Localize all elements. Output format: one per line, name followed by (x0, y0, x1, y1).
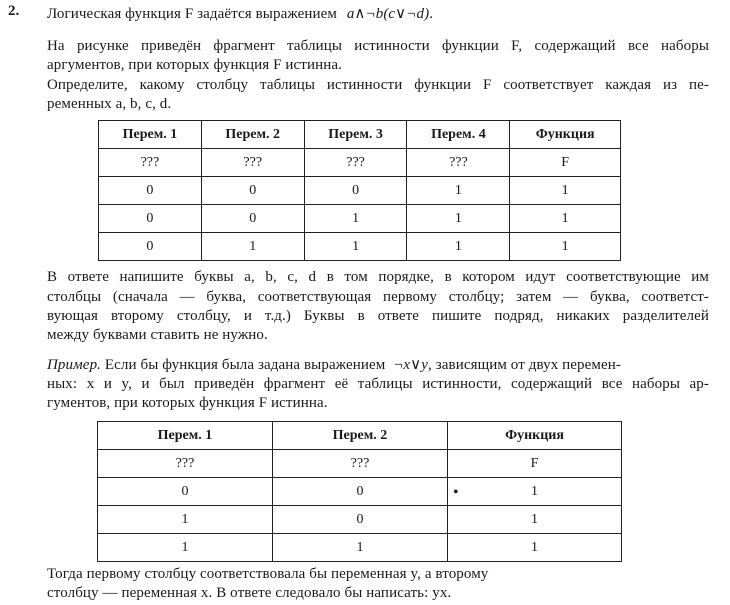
table-header-row (98, 422, 622, 450)
stray-dot-mark: • (453, 484, 459, 501)
task-expression-end: . (429, 6, 434, 22)
table-cell: 1 (98, 506, 273, 534)
task-expression: a∧¬b(c∨¬d) (346, 6, 430, 22)
table-cell: 0 (99, 233, 202, 261)
conclusion-line-2: столбцу — переменная x. В ответе следовало бы написать: yx. (47, 585, 452, 601)
example-text: Если бы функция была задана выражением (104, 357, 386, 373)
table-cell: 1 (304, 205, 407, 233)
table-header-cell: Перем. 3 (304, 121, 407, 149)
conclusion-line-1: Тогда первому столбцу соответствовала бы переменная y, а второму (47, 566, 489, 582)
table-cell: 1 (448, 506, 622, 534)
table-cell: ??? (99, 149, 202, 177)
table-cell: ??? (98, 450, 273, 478)
table-header-cell: Функция (510, 121, 621, 149)
task-paragraph-line-3: Определите, какому столбцу таблицы истинности функции F соответствует каждая из пе- (47, 77, 709, 93)
example-expression: ¬x∨y (393, 357, 429, 373)
task-paragraph-line-1: На рисунке приведён фрагмент таблицы истинности функции F, содержащий все наборы (47, 38, 709, 54)
table-cell: 0 (273, 478, 448, 506)
answer-rules-line-1: В ответе напишите буквы a, b, c, d в том порядке, в котором идут соответствующие им (47, 269, 709, 285)
task-paragraph-line-4: ременных a, b, c, d. (47, 96, 172, 112)
table-row (98, 450, 622, 478)
table-row (98, 506, 622, 534)
table-cell: ??? (273, 450, 448, 478)
table-cell: 0 (304, 177, 407, 205)
table-row (99, 233, 621, 261)
table-header-cell: Функция (448, 422, 622, 450)
answer-rules-line-2: столбцы (сначала — буква, соответствующая первому столбцу; затем — буква, соответст- (47, 289, 709, 305)
example-line-2: ных: x и y, и был приведён фрагмент её таблицы истинности, содержащий все наборы ар- (47, 376, 709, 392)
table-cell: 0 (99, 177, 202, 205)
example-label: Пример. (47, 357, 102, 373)
table-cell: 1 (448, 478, 622, 506)
truth-table-example (97, 421, 622, 562)
table-cell: 1 (510, 177, 621, 205)
table-cell: 0 (99, 205, 202, 233)
table-cell: 1 (98, 534, 273, 562)
answer-rules-line-3: вующая второму столбцу, и т.д.) Буквы в ответе пишите подряд, никаких разделителей (47, 308, 709, 324)
table-cell: 1 (273, 534, 448, 562)
table-cell: 1 (510, 205, 621, 233)
table-header-cell: Перем. 4 (407, 121, 510, 149)
task-intro (47, 4, 433, 23)
table-cell: 0 (98, 478, 273, 506)
example-line-3: гументов, при которых функция F истинна. (47, 395, 328, 411)
table-header-cell: Перем. 1 (99, 121, 202, 149)
table-header-row (99, 121, 621, 149)
table-cell: 0 (273, 506, 448, 534)
table-cell: 1 (407, 205, 510, 233)
example-line-1 (47, 355, 621, 374)
table-cell: 1 (448, 534, 622, 562)
answer-rules-line-4: между буквами ставить не нужно. (47, 327, 268, 343)
table-row (99, 177, 621, 205)
table-cell: F (448, 450, 622, 478)
task-number: 2. (8, 3, 20, 19)
truth-table-main (98, 120, 621, 261)
table-cell: 1 (407, 177, 510, 205)
table-cell: ??? (201, 149, 304, 177)
table-header-cell: Перем. 2 (201, 121, 304, 149)
table-cell: 0 (201, 205, 304, 233)
table-cell: 1 (201, 233, 304, 261)
table-row (99, 149, 621, 177)
table-cell: ??? (407, 149, 510, 177)
example-line-1-end: , зависящим от двух перемен- (428, 357, 621, 373)
task-intro-text: Логическая функция F задаётся выражением (47, 6, 337, 22)
task-paragraph-line-2: аргументов, при которых функция F истинна. (47, 57, 342, 73)
table-row (98, 478, 622, 506)
table-cell: 0 (201, 177, 304, 205)
table-row (98, 534, 622, 562)
table-cell: ??? (304, 149, 407, 177)
table-cell: 1 (510, 233, 621, 261)
table-cell: F (510, 149, 621, 177)
table-header-cell: Перем. 2 (273, 422, 448, 450)
table-cell: 1 (304, 233, 407, 261)
table-row (99, 205, 621, 233)
table-cell: 1 (407, 233, 510, 261)
table-header-cell: Перем. 1 (98, 422, 273, 450)
